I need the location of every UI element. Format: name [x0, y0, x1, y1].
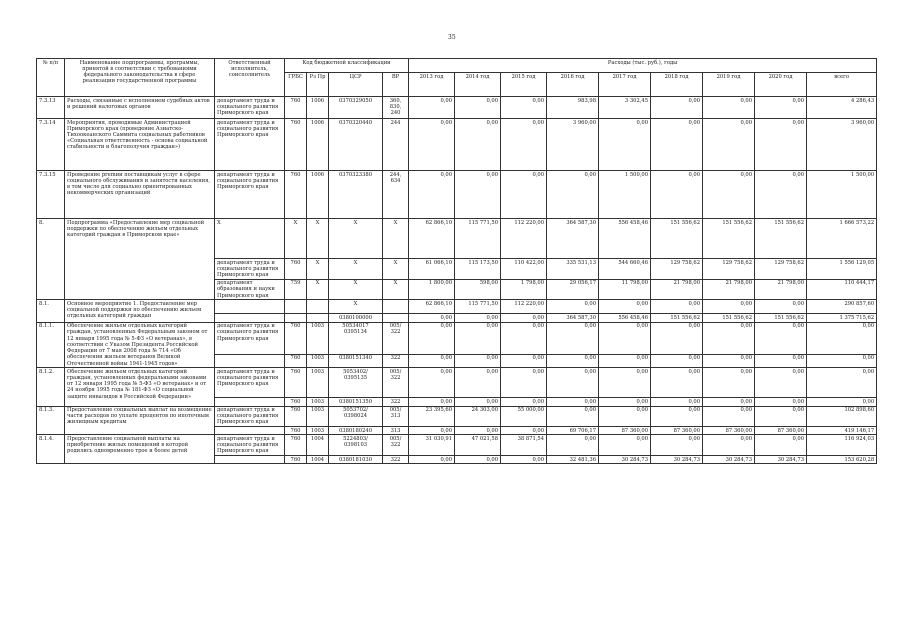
row-value: 31 030,91 — [409, 435, 455, 456]
row-executor — [215, 314, 285, 322]
row-csr: 50534017 0395134 — [329, 322, 383, 354]
row-total: 1 375 715,62 — [807, 314, 877, 322]
row-value: 0,00 — [409, 97, 455, 119]
row-name: Мероприятия, проводимые Администрацией Приморского края (проведение Азиатско-Тихоокеанского Саммита социальных работников «Социальная ответственность - основа социальной стабильности и благополучия граждан») — [65, 119, 215, 171]
row-name: Обеспечение жильем отдельных категорий граждан, установленных Федеральным законом от 12 января 1995 года № 5-ФЗ «О ветеранах», в соответствии с Указом Президента Российской Федерации от 7 мая 2008 года № 714 «Об обеспечении жильем ветеранов Великой Отечественной войны 1941-1945 годов» — [65, 322, 215, 368]
row-value: 21 798,00 — [651, 279, 703, 300]
row-rzpr: 1003 — [307, 406, 329, 427]
row-value: 0,00 — [409, 354, 455, 368]
row-value: 30 284,73 — [599, 456, 651, 464]
row-value: 0,00 — [755, 300, 807, 314]
row-vr: 313 — [383, 427, 409, 435]
row-number: 7.3.15 — [37, 171, 65, 219]
header-csr: ЦСР — [329, 73, 383, 97]
row-executor: департамент образования и науки Приморского края — [215, 279, 285, 300]
row-value: 0,00 — [455, 119, 501, 171]
row-value: 0,00 — [599, 435, 651, 456]
row-value: 30 284,73 — [651, 456, 703, 464]
row-value: 0,00 — [409, 456, 455, 464]
row-total: 0,00 — [807, 354, 877, 368]
row-value: 151 556,62 — [651, 314, 703, 322]
row-total: 110 444,17 — [807, 279, 877, 300]
row-value: 0,00 — [755, 368, 807, 398]
row-value: 0,00 — [651, 406, 703, 427]
row-value: 151 556,62 — [755, 219, 807, 259]
row-vr: X — [383, 259, 409, 280]
row-value: 115 771,50 — [455, 219, 501, 259]
row-vr: X — [383, 279, 409, 300]
row-rzpr: 1003 — [307, 354, 329, 368]
row-value: 151 556,62 — [755, 314, 807, 322]
row-value: 69 706,17 — [547, 427, 599, 435]
row-rzpr: X — [307, 219, 329, 259]
row-number: 8.1.1. — [37, 322, 65, 368]
row-number: 8.1.3. — [37, 406, 65, 435]
row-value: 151 556,62 — [651, 219, 703, 259]
row-value: 0,00 — [547, 435, 599, 456]
header-budget-codes: Код бюджетной классификации — [285, 59, 409, 73]
row-value: 0,00 — [651, 300, 703, 314]
row-grbs: X — [285, 219, 307, 259]
row-value: 0,00 — [703, 368, 755, 398]
row-total: 1 556 129,05 — [807, 259, 877, 280]
row-value: 3 960,00 — [547, 119, 599, 171]
row-vr: 005/ 322 — [383, 368, 409, 398]
row-csr: 0370320440 — [329, 119, 383, 171]
row-value: 112 220,00 — [501, 219, 547, 259]
row-vr: X — [383, 219, 409, 259]
row-value: 0,00 — [651, 322, 703, 354]
row-value: 0,00 — [547, 171, 599, 219]
row-value: 0,00 — [703, 406, 755, 427]
row-value: 556 458,46 — [599, 314, 651, 322]
row-vr: 322 — [383, 456, 409, 464]
row-number: 8. — [37, 219, 65, 300]
row-rzpr: 1006 — [307, 97, 329, 119]
row-value: 87 360,00 — [651, 427, 703, 435]
row-csr: X — [329, 279, 383, 300]
row-vr — [383, 300, 409, 314]
row-value: 61 066,10 — [409, 259, 455, 280]
row-value: 0,00 — [501, 322, 547, 354]
table-row — [37, 300, 877, 314]
row-total: 290 857,60 — [807, 300, 877, 314]
row-value: 110 422,00 — [501, 259, 547, 280]
row-executor: департамент труда и социального развития Приморского края — [215, 322, 285, 354]
row-value: 364 587,30 — [547, 314, 599, 322]
row-vr: 360, 830, 240 — [383, 97, 409, 119]
header-rzpr: Рз Пр — [307, 73, 329, 97]
row-total: 3 960,00 — [807, 119, 877, 171]
row-grbs: 760 — [285, 427, 307, 435]
row-rzpr: 1006 — [307, 171, 329, 219]
row-grbs: 760 — [285, 368, 307, 398]
row-executor: департамент труда и социального развития Приморского края — [215, 368, 285, 398]
row-executor — [215, 427, 285, 435]
row-value: 87 360,00 — [755, 427, 807, 435]
row-total: 102 898,60 — [807, 406, 877, 427]
row-csr: 5224803/ 0398103 — [329, 435, 383, 456]
row-value: 55 000,00 — [501, 406, 547, 427]
row-value: 0,00 — [455, 456, 501, 464]
row-value: 0,00 — [599, 354, 651, 368]
row-rzpr: 1004 — [307, 435, 329, 456]
row-executor — [215, 398, 285, 406]
header-year: 2014 год — [455, 73, 501, 97]
row-total: 0,00 — [807, 398, 877, 406]
row-value: 0,00 — [703, 171, 755, 219]
row-csr: 0380151340 — [329, 354, 383, 368]
row-value: 151 556,62 — [703, 314, 755, 322]
row-vr: 322 — [383, 398, 409, 406]
row-value: 32 481,36 — [547, 456, 599, 464]
row-executor — [215, 300, 285, 314]
row-value: 335 531,13 — [547, 259, 599, 280]
row-rzpr: X — [307, 279, 329, 300]
row-value: 0,00 — [599, 300, 651, 314]
row-csr: 0370329050 — [329, 97, 383, 119]
row-rzpr — [307, 300, 329, 314]
table-row — [37, 119, 877, 171]
row-value: 0,00 — [409, 314, 455, 322]
row-value: 0,00 — [651, 368, 703, 398]
row-csr: 5053402/ 0395135 — [329, 368, 383, 398]
row-csr: X — [329, 300, 383, 314]
row-grbs — [285, 300, 307, 314]
row-executor: департамент труда и социального развития Приморского края — [215, 406, 285, 427]
row-value: 364 587,30 — [547, 219, 599, 259]
table-row — [37, 97, 877, 119]
row-name: Подпрограмма «Предоставление мер социальной поддержки по обеспечению жильем отдельных категорий граждан в Приморском крае» — [65, 219, 215, 300]
row-grbs: 760 — [285, 259, 307, 280]
row-value: 0,00 — [501, 314, 547, 322]
row-total: 153 620,28 — [807, 456, 877, 464]
row-value: 129 758,62 — [651, 259, 703, 280]
row-value: 0,00 — [703, 322, 755, 354]
row-value: 0,00 — [501, 427, 547, 435]
row-value: 1 798,00 — [501, 279, 547, 300]
header-vr: ВР — [383, 73, 409, 97]
row-value: 23 395,60 — [409, 406, 455, 427]
row-executor: департамент труда и социального развития Приморского края — [215, 171, 285, 219]
row-grbs — [285, 314, 307, 322]
row-value: 0,00 — [755, 322, 807, 354]
row-value: 0,00 — [455, 97, 501, 119]
row-grbs: 760 — [285, 435, 307, 456]
row-value: 30 284,73 — [703, 456, 755, 464]
row-value: 1 800,00 — [409, 279, 455, 300]
table-row — [37, 171, 877, 219]
row-value: 0,00 — [501, 354, 547, 368]
row-value: 112 220,00 — [501, 300, 547, 314]
row-value: 29 056,17 — [547, 279, 599, 300]
row-value: 129 758,62 — [703, 259, 755, 280]
row-vr: 005/ 313 — [383, 406, 409, 427]
row-value: 0,00 — [501, 456, 547, 464]
table-row — [37, 219, 877, 259]
row-number: 7.3.13 — [37, 97, 65, 119]
row-vr: 244 — [383, 119, 409, 171]
row-value: 0,00 — [651, 435, 703, 456]
row-value: 0,00 — [409, 398, 455, 406]
row-value: 0,00 — [651, 97, 703, 119]
budget-table — [36, 58, 877, 464]
row-value: 0,00 — [455, 322, 501, 354]
row-value: 983,98 — [547, 97, 599, 119]
row-value: 0,00 — [755, 406, 807, 427]
row-value: 62 866,10 — [409, 300, 455, 314]
row-total: 419 146,17 — [807, 427, 877, 435]
row-value: 151 556,62 — [703, 219, 755, 259]
row-total: 116 924,03 — [807, 435, 877, 456]
row-grbs: 759 — [285, 279, 307, 300]
row-name: Основное мероприятие 1. Предоставление мер социальной поддержки по обеспечению жильем отдельных категорий граждан — [65, 300, 215, 322]
row-rzpr: 1003 — [307, 322, 329, 354]
row-number: 8.1.2. — [37, 368, 65, 406]
row-value: 0,00 — [703, 300, 755, 314]
row-value: 0,00 — [651, 171, 703, 219]
row-number: 7.3.14 — [37, 119, 65, 171]
row-value: 0,00 — [409, 119, 455, 171]
row-value: 598,00 — [455, 279, 501, 300]
row-grbs: 760 — [285, 97, 307, 119]
row-grbs: 760 — [285, 119, 307, 171]
row-csr: 0370323380 — [329, 171, 383, 219]
table-row — [37, 435, 877, 456]
row-value: 24 303,00 — [455, 406, 501, 427]
row-value: 115 771,50 — [455, 300, 501, 314]
row-name: Проведение premии поставщикам услуг в сфере социального обслуживания и занятости населения, в том числе для социально ориентированных некоммерческих организаций — [65, 171, 215, 219]
row-value: 0,00 — [455, 314, 501, 322]
row-value: 0,00 — [455, 427, 501, 435]
row-value: 0,00 — [547, 398, 599, 406]
row-value: 0,00 — [409, 427, 455, 435]
header-year: 2016 год — [547, 73, 599, 97]
page-number: 35 — [448, 34, 456, 41]
header-name: Наименование подпрограммы, программы, принятой в соответствии с требованиями федерального законодательства в сфере реализации государственной программы — [65, 59, 215, 97]
header-total: всего — [807, 73, 877, 97]
row-value: 0,00 — [599, 322, 651, 354]
row-value: 1 500,00 — [599, 171, 651, 219]
row-value: 47 021,58 — [455, 435, 501, 456]
row-value: 0,00 — [547, 368, 599, 398]
row-value: 38 871,54 — [501, 435, 547, 456]
row-value: 0,00 — [651, 398, 703, 406]
row-vr: 244, 634 — [383, 171, 409, 219]
row-value: 0,00 — [755, 398, 807, 406]
row-value: 0,00 — [599, 368, 651, 398]
row-total: 0,00 — [807, 322, 877, 354]
row-value: 0,00 — [547, 354, 599, 368]
row-total: 0,00 — [807, 368, 877, 398]
row-executor: X — [215, 219, 285, 259]
row-value: 3 302,45 — [599, 97, 651, 119]
row-grbs: 760 — [285, 322, 307, 354]
row-value: 0,00 — [409, 171, 455, 219]
row-name: Предоставление социальных выплат на возмещение части расходов по уплате процентов по ипотечным жилищным кредитам — [65, 406, 215, 435]
row-value: 129 758,62 — [755, 259, 807, 280]
row-value: 0,00 — [501, 119, 547, 171]
row-value: 0,00 — [755, 435, 807, 456]
row-value: 0,00 — [599, 119, 651, 171]
row-csr: 0380181030 — [329, 456, 383, 464]
row-grbs: 760 — [285, 456, 307, 464]
header-grbs: ГРБС — [285, 73, 307, 97]
row-rzpr: X — [307, 259, 329, 280]
row-csr: 5053702/ 0398024 — [329, 406, 383, 427]
row-value: 0,00 — [547, 322, 599, 354]
row-value: 0,00 — [501, 171, 547, 219]
header-year: 2015 год — [501, 73, 547, 97]
row-value: 11 798,00 — [599, 279, 651, 300]
row-value: 87 360,00 — [703, 427, 755, 435]
row-csr: 0380180240 — [329, 427, 383, 435]
row-value: 87 360,00 — [599, 427, 651, 435]
row-executor: департамент труда и социального развития Приморского края — [215, 119, 285, 171]
row-value: 0,00 — [703, 97, 755, 119]
row-name: Предоставление социальной выплаты на приобретение жилых помещений в которой родились одновременно трое и более детей — [65, 435, 215, 464]
row-value: 0,00 — [755, 97, 807, 119]
row-grbs: 760 — [285, 354, 307, 368]
header-year: 2018 год — [651, 73, 703, 97]
header-expenses: Расходы (тыс. руб.), годы — [409, 59, 877, 73]
header-year: 2013 год — [409, 73, 455, 97]
row-value: 0,00 — [651, 119, 703, 171]
row-value: 0,00 — [409, 322, 455, 354]
row-total: 1 500,00 — [807, 171, 877, 219]
row-value: 62 866,10 — [409, 219, 455, 259]
row-value: 30 284,73 — [755, 456, 807, 464]
row-value: 0,00 — [409, 368, 455, 398]
row-value: 0,00 — [455, 368, 501, 398]
row-value: 0,00 — [455, 398, 501, 406]
row-rzpr — [307, 314, 329, 322]
header-year: 2019 год — [703, 73, 755, 97]
row-value: 0,00 — [455, 171, 501, 219]
table-row — [37, 368, 877, 398]
row-csr: 0380100000 — [329, 314, 383, 322]
table-row — [37, 322, 877, 354]
row-value: 115 173,50 — [455, 259, 501, 280]
row-csr: X — [329, 259, 383, 280]
header-num: № п/п — [37, 59, 65, 97]
row-value: 0,00 — [703, 119, 755, 171]
table-row — [37, 406, 877, 427]
row-name: Расходы, связанные с исполнением судебных актов и решений налоговых органов — [65, 97, 215, 119]
row-vr: 005/ 322 — [383, 435, 409, 456]
row-executor: департамент труда и социального развития Приморского края — [215, 435, 285, 456]
row-csr: 0380151350 — [329, 398, 383, 406]
row-value: 21 798,00 — [703, 279, 755, 300]
row-value: 0,00 — [455, 354, 501, 368]
row-value: 0,00 — [755, 119, 807, 171]
row-value: 0,00 — [703, 398, 755, 406]
row-rzpr: 1004 — [307, 456, 329, 464]
row-rzpr: 1003 — [307, 398, 329, 406]
row-value: 0,00 — [501, 97, 547, 119]
row-vr — [383, 314, 409, 322]
row-csr: X — [329, 219, 383, 259]
row-number: 8.1.4. — [37, 435, 65, 464]
row-value: 0,00 — [599, 406, 651, 427]
row-executor — [215, 354, 285, 368]
row-grbs: 760 — [285, 171, 307, 219]
row-name: Обеспечение жильем отдельных категорий граждан, установленных федеральными законами от 12 января 1995 года № 5-ФЗ «О ветеранах» и от 24 ноября 1995 года № 181-ФЗ «О социальной защите инвалидов в Российской Федерации» — [65, 368, 215, 406]
row-value: 0,00 — [703, 435, 755, 456]
row-executor: департамент труда и социального развития Приморского края — [215, 97, 285, 119]
row-vr: 322 — [383, 354, 409, 368]
row-value: 0,00 — [755, 354, 807, 368]
row-value: 0,00 — [547, 300, 599, 314]
row-value: 0,00 — [651, 354, 703, 368]
row-value: 0,00 — [501, 368, 547, 398]
row-vr: 005/ 322 — [383, 322, 409, 354]
row-value: 21 798,00 — [755, 279, 807, 300]
row-value: 0,00 — [599, 398, 651, 406]
row-executor — [215, 456, 285, 464]
row-total: 1 666 573,22 — [807, 219, 877, 259]
row-rzpr: 1003 — [307, 427, 329, 435]
row-total: 4 286,43 — [807, 97, 877, 119]
row-value: 0,00 — [755, 171, 807, 219]
row-grbs: 760 — [285, 406, 307, 427]
header-year: 2020 год — [755, 73, 807, 97]
row-value: 0,00 — [547, 406, 599, 427]
row-value: 556 458,46 — [599, 219, 651, 259]
header-executor: Ответственный исполнитель, соисполнитель — [215, 59, 285, 97]
row-executor: департамент труда и социального развития Приморского края — [215, 259, 285, 280]
row-value: 544 660,46 — [599, 259, 651, 280]
header-year: 2017 год — [599, 73, 651, 97]
row-rzpr: 1006 — [307, 119, 329, 171]
row-rzpr: 1003 — [307, 368, 329, 398]
row-value: 0,00 — [703, 354, 755, 368]
row-grbs: 760 — [285, 398, 307, 406]
row-number: 8.1. — [37, 300, 65, 322]
row-value: 0,00 — [501, 398, 547, 406]
